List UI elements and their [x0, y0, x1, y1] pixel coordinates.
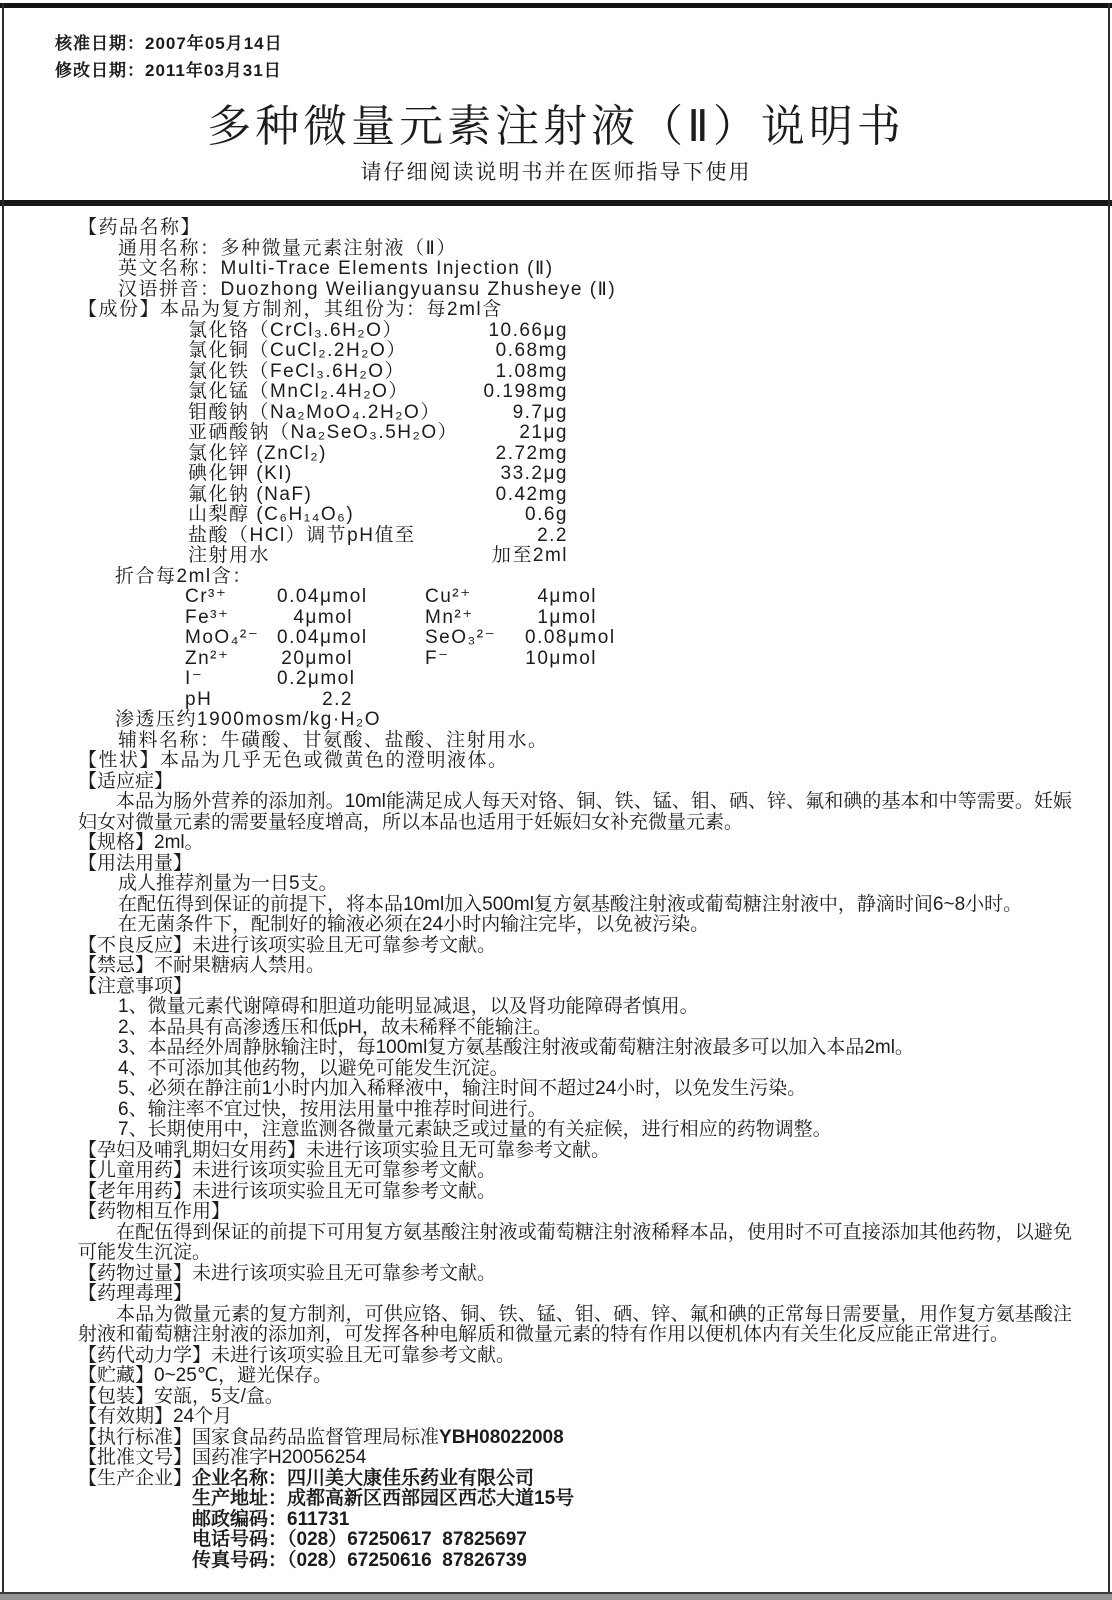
section-heading-contraindications: 【禁忌】: [78, 955, 155, 976]
ingredient-name: 氟化钠 (NaF): [188, 483, 313, 505]
ion-column-gap: [353, 649, 425, 670]
ion-amount: 0.04μmol: [277, 586, 368, 607]
ion-row: [185, 587, 1072, 608]
revision-date: 修改日期：2011年03月31日: [55, 61, 282, 80]
ingredient-amount: 0.198mg: [483, 381, 568, 402]
section-validity: [78, 1407, 1072, 1428]
page-border-right: [1108, 3, 1110, 1600]
section-heading-storage: 【贮藏】: [78, 1365, 155, 1386]
page-title: 多种微量元素注射液（Ⅱ）说明书: [207, 102, 905, 151]
ion-row: [185, 690, 1072, 711]
standard-code: YBH08022008: [439, 1426, 564, 1448]
ion-column-gap: [353, 669, 425, 690]
adverse-reactions-text: 未进行该项实验且无可靠参考文献。: [192, 934, 497, 956]
section-properties: [78, 751, 1072, 772]
company-fax-text: 传真号码：（028）67250616 87826739: [192, 1549, 527, 1571]
section-heading-drug-name: 【药品名称】: [78, 217, 202, 238]
ingredient-row: [188, 362, 568, 383]
page-border-left: [2, 3, 4, 1600]
ingredient-amount: 加至2ml: [491, 545, 568, 566]
ingredient-row: [188, 505, 568, 526]
section-pregnancy-use: [78, 1141, 1072, 1162]
ingredient-amount: 2.72mg: [495, 442, 568, 464]
ion-column-gap: [353, 587, 425, 608]
standard-text: 国家食品药品监督管理局标准: [192, 1426, 440, 1448]
ion-symbol: MoO₄²⁻: [185, 627, 260, 648]
section-heading-manufacturer: 【生产企业】: [78, 1467, 193, 1489]
ingredient-row: [188, 341, 568, 362]
ingredient-row: [188, 444, 568, 465]
ion-amount: 4μmol: [537, 586, 597, 607]
section-heading-precautions: 【注意事项】: [78, 975, 193, 997]
dosage-line: 在无菌条件下，配制好的输液必须在24小时内输注完毕，以免被污染。: [118, 914, 710, 935]
pregnancy-use-text: 未进行该项实验且无可靠参考文献。: [306, 1139, 611, 1161]
section-heading-children-use: 【儿童用药】: [78, 1160, 193, 1181]
ingredient-amount: 0.68mg: [495, 340, 568, 361]
company-fax: [192, 1551, 1072, 1572]
section-children-use: [78, 1161, 1072, 1182]
precaution-item: 7、长期使用中，注意监测各微量元素缺乏或过量的有关症候，进行相应的药物调整。: [118, 1119, 832, 1140]
section-pharmacology: [78, 1284, 1072, 1346]
ingredient-amount: 10.66μg: [488, 319, 568, 341]
generic-name-line: 通用名称：多种微量元素注射液（Ⅱ）: [118, 237, 457, 259]
ingredient-name: 氯化锰（MnCl₂.4H₂O）: [188, 381, 409, 402]
section-heading-overdose: 【药物过量】: [78, 1262, 193, 1284]
ion-amount: 0.04μmol: [277, 627, 368, 648]
section-pharmacokinetics: [78, 1346, 1072, 1367]
upper-sections: [78, 218, 1072, 772]
ingredient-amount: 33.2μg: [500, 463, 568, 484]
ion-amount: 0.2μmol: [277, 668, 356, 689]
overdose-text: 未进行该项实验且无可靠参考文献。: [192, 1262, 497, 1284]
pinyin-line: 汉语拼音：Duozhong Weiliangyuansu Zhusheye (Ⅱ): [118, 278, 617, 300]
ingredient-amount: 1.08mg: [495, 360, 568, 382]
ion-row: [185, 669, 1072, 690]
ion-symbol: F⁻: [425, 647, 450, 669]
children-use-text: 未进行该项实验且无可靠参考文献。: [192, 1160, 497, 1181]
ingredient-row: [188, 382, 568, 403]
page-border-bottom: [0, 1592, 1112, 1600]
specification-text: 2ml。: [154, 832, 204, 853]
section-heading-pharmacology: 【药理毒理】: [78, 1283, 193, 1304]
ingredient-row: [188, 546, 568, 567]
ingredient-name: 钼酸钠（Na₂MoO₄.2H₂O）: [188, 401, 441, 423]
precaution-item: 1、微量元素代谢障碍和胆道功能明显减退，以及肾功能障碍者慎用。: [118, 996, 699, 1017]
section-packaging: [78, 1387, 1072, 1408]
ingredient-name: 亚硒酸钠（Na₂SeO₃.5H₂O）: [188, 422, 459, 443]
ion-amount: 2.2: [322, 688, 353, 710]
page-border-top: [0, 3, 1112, 8]
section-dosage: [78, 854, 1072, 936]
ion-row: [185, 608, 1072, 629]
ingredient-amount: 21μg: [519, 422, 568, 443]
ingredient-name: 盐酸（HCl）调节pH值至: [188, 524, 416, 546]
ion-column-gap: [353, 628, 425, 649]
ingredient-name: 氯化铁（FeCl₃.6H₂O）: [188, 360, 406, 382]
section-heading-indications: 【适应症】: [78, 770, 174, 792]
section-specification: [78, 833, 1072, 854]
excipients-line: 辅料名称：牛磺酸、甘氨酸、盐酸、注射用水。: [118, 729, 549, 751]
ingredient-row: [188, 485, 568, 506]
section-precautions: [78, 977, 1072, 1141]
page-subtitle: 请仔细阅读说明书并在医师指导下使用: [360, 161, 752, 184]
packaging-text: 安瓿，5支/盒。: [154, 1385, 284, 1407]
approval-number-text: 国药准字H20056254: [192, 1447, 367, 1468]
section-heading-specification: 【规格】: [78, 832, 155, 853]
section-indications: [78, 772, 1072, 834]
elderly-use-text: 未进行该项实验且无可靠参考文献。: [192, 1180, 497, 1202]
company-phone: [192, 1530, 1072, 1551]
section-standard: [78, 1428, 1072, 1449]
company-details: [78, 1489, 1072, 1571]
english-name-line: 英文名称：Multi-Trace Elements Injection (Ⅱ): [118, 258, 554, 279]
precaution-item: 2、本品具有高渗透压和低pH，故未稀释不能输注。: [118, 1016, 552, 1038]
ion-symbol: [425, 690, 525, 711]
section-interactions: [78, 1202, 1072, 1264]
per-2ml-heading: 折合每2ml含：: [115, 565, 253, 587]
date-block: [0, 0, 1112, 84]
section-heading-elderly-use: 【老年用药】: [78, 1180, 193, 1202]
ion-symbol: SeO₃²⁻: [425, 627, 497, 648]
ingredient-amount: 9.7μg: [512, 401, 568, 423]
section-heading-validity: 【有效期】: [78, 1406, 174, 1427]
section-heading-standard: 【执行标准】: [78, 1426, 193, 1448]
ion-amount: [525, 669, 597, 690]
ion-symbol: I⁻: [185, 668, 204, 689]
ion-symbol: pH: [185, 688, 213, 710]
section-heading-pregnancy-use: 【孕妇及哺乳期妇女用药】: [78, 1139, 307, 1161]
approval-date: 核准日期：2007年05月14日: [55, 34, 283, 53]
section-manufacturer: [78, 1469, 1072, 1572]
ion-amount: 20μmol: [281, 647, 353, 669]
section-heading-properties: 【性状】: [78, 750, 161, 771]
precaution-item: 6、输注率不宜过快，按用法用量中推荐时间进行。: [118, 1098, 547, 1120]
section-heading-pharmacokinetics: 【药代动力学】: [78, 1344, 212, 1366]
section-contraindications: [78, 956, 1072, 977]
company-postcode-text: 邮政编码：611731: [192, 1508, 350, 1530]
ingredient-amount: 0.6g: [525, 504, 568, 525]
ion-row: [185, 628, 1072, 649]
section-adverse-reactions: [78, 936, 1072, 957]
company-name: 企业名称：四川美大康佳乐药业有限公司: [192, 1467, 535, 1489]
pharmacokinetics-text: 未进行该项实验且无可靠参考文献。: [211, 1344, 516, 1366]
ingredient-name: 氯化锌 (ZnCl₂): [188, 442, 327, 464]
manufacturer-line: [78, 1469, 1072, 1490]
precaution-item: 5、必须在静注前1小时内加入稀释液中，输注时间不超过24小时，以免发生污染。: [118, 1078, 807, 1099]
ingredient-row: [188, 526, 568, 547]
section-approval-number: [78, 1448, 1072, 1469]
ingredient-name: 山梨醇 (C₆H₁₄O₆): [188, 504, 355, 525]
properties-text: 本品为几乎无色或微黄色的澄明液体。: [160, 750, 509, 771]
section-overdose: [78, 1264, 1072, 1285]
pharmacology-text: 本品为微量元素的复方制剂，可供应铬、铜、铁、锰、钼、硒、锌、氟和碘的正常每日需要量，用作复方氨基酸注射液和葡萄糖注射液的添加剂，可发挥各种电解质和微量元素的特有作用以便机体内有关生化反应能正常进行。: [78, 1303, 1072, 1345]
ingredient-row: [188, 321, 568, 342]
ingredient-row: [188, 464, 568, 485]
indications-text: 本品为肠外营养的添加剂。10ml能满足成人每天对铬、铜、铁、锰、钼、硒、锌、氟和碘的基本和中等需要。妊娠妇女对微量元素的需要量轻度增高，所以本品也适用于妊娠妇女补充微量元素。: [78, 791, 1072, 833]
ion-symbol: Cr³⁺: [185, 586, 228, 607]
section-heading-interactions: 【药物相互作用】: [78, 1201, 231, 1222]
ion-symbol: Zn²⁺: [185, 647, 230, 669]
osmolality-line: 渗透压约1900mosm/kg·H₂O: [115, 709, 382, 730]
ion-column-gap: [353, 690, 425, 711]
validity-text: 24个月: [173, 1406, 233, 1427]
section-heading-dosage: 【用法用量】: [78, 852, 193, 874]
ion-amount: [525, 690, 597, 711]
section-heading-packaging: 【包装】: [78, 1385, 155, 1407]
ingredient-amount: 0.42mg: [495, 483, 568, 505]
ion-amount: 10μmol: [525, 647, 597, 669]
ingredient-name: 氯化铬（CrCl₃.6H₂O）: [188, 319, 403, 341]
ion-symbol: Fe³⁺: [185, 606, 230, 628]
ion-row: [185, 649, 1072, 670]
ion-symbol: Mn²⁺: [425, 606, 474, 628]
ion-symbol: [425, 669, 525, 690]
ion-amount: 4μmol: [293, 606, 353, 628]
company-address-text: 生产地址：成都高新区西部园区西芯大道15号: [192, 1488, 575, 1509]
ion-column-gap: [353, 608, 425, 629]
section-heading-composition: 【成份】本品为复方制剂，其组份为：每2ml含: [78, 299, 503, 320]
storage-text: 0~25℃，避光保存。: [154, 1365, 333, 1386]
ingredient-name: 注射用水: [188, 545, 271, 566]
ion-amount: 0.08μmol: [525, 627, 616, 648]
contraindications-text: 不耐果糖病人禁用。: [154, 955, 326, 976]
ingredient-row: [188, 423, 568, 444]
section-elderly-use: [78, 1182, 1072, 1203]
company-address: [192, 1489, 1072, 1510]
ingredient-name: 碘化钾 (KI): [188, 463, 293, 484]
ingredient-row: [188, 403, 568, 424]
company-postcode: [192, 1510, 1072, 1531]
insert-content: [0, 206, 1112, 1571]
section-heading-approval-number: 【批准文号】: [78, 1447, 193, 1468]
ingredient-amount: 2.2: [537, 524, 568, 546]
precaution-item: 4、不可添加其他药物，以避免可能发生沉淀。: [118, 1057, 509, 1079]
dosage-line: 在配伍得到保证的前提下，将本品10ml加入500ml复方氨基酸注射液或葡萄糖注射液中，静滴时间6~8小时。: [118, 893, 1023, 915]
section-heading-adverse-reactions: 【不良反应】: [78, 934, 193, 956]
company-phone-text: 电话号码：（028）67250617 87825697: [192, 1529, 527, 1550]
interactions-text: 在配伍得到保证的前提下可用复方氨基酸注射液或葡萄糖注射液稀释本品，使用时不可直接添加其他药物，以避免可能发生沉淀。: [78, 1221, 1072, 1263]
ion-amount: 1μmol: [537, 606, 597, 628]
precaution-item: 3、本品经外周静脉输注时，每100ml复方氨基酸注射液或葡萄糖注射液最多可以加入本品2ml。: [118, 1037, 914, 1058]
ingredient-name: 氯化铜（CuCl₂.2H₂O）: [188, 340, 407, 361]
ion-symbol: Cu²⁺: [425, 586, 472, 607]
dosage-line: 成人推荐剂量为一日5支。: [118, 873, 338, 894]
section-storage: [78, 1366, 1072, 1387]
